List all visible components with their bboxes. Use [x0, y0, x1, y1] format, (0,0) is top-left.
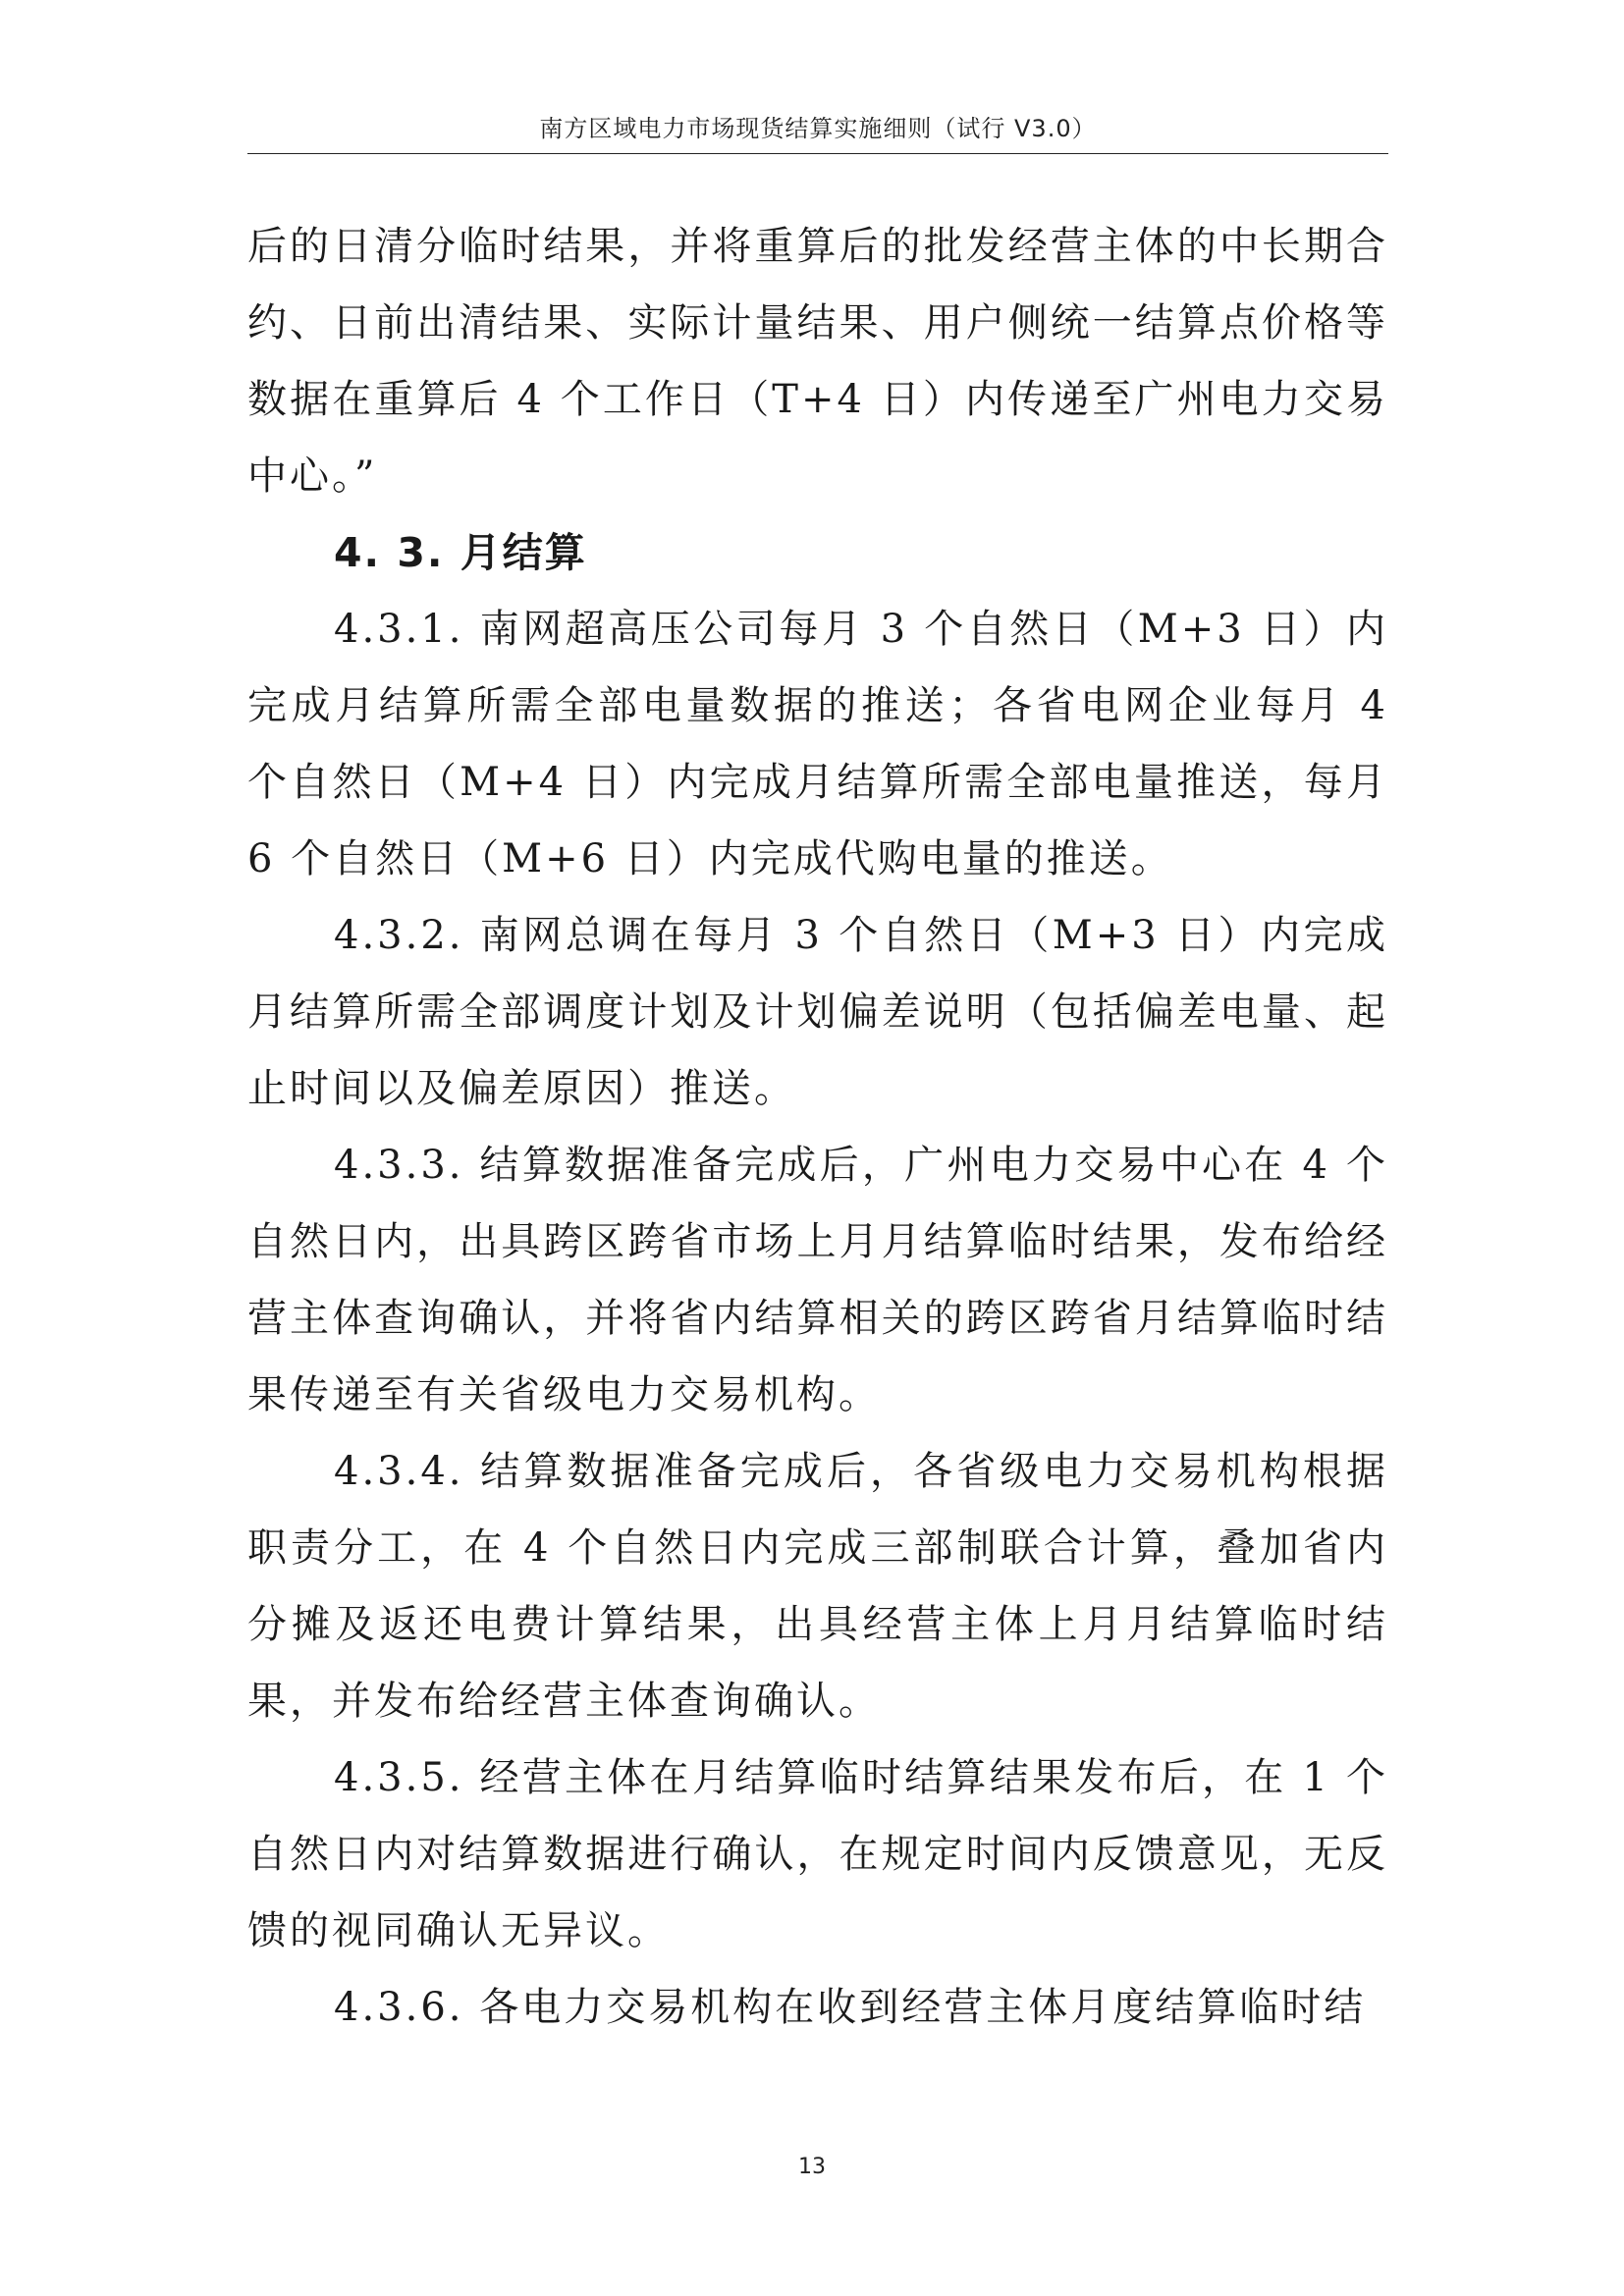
continuation-paragraph: 后的日清分临时结果，并将重算后的批发经营主体的中长期合约、日前出清结果、实际计量结果、用户侧统一结算点价格等数据在重算后 4 个工作日（T+4 日）内传递至广州电力交易中心。” — [247, 224, 1388, 499]
paragraph-4-3-3: 4.3.3. 结算数据准备完成后，广州电力交易中心在 4 个自然日内，出具跨区跨省市场上月月结算临时结果，发布给经营主体查询确认，并将省内结算相关的跨区跨省月结算临时结果传递至有关省级电力交易机构。 — [247, 1143, 1388, 1417]
header-divider — [247, 153, 1388, 154]
paragraph-4-3-6: 4.3.6. 各电力交易机构在收到经营主体月度结算临时结 — [334, 1985, 1367, 2030]
paragraph-4-3-2: 4.3.2. 南网总调在每月 3 个自然日（M+3 日）内完成月结算所需全部调度计划及计划偏差说明（包括偏差电量、起止时间以及偏差原因）推送。 — [247, 913, 1388, 1111]
page-number: 13 — [798, 2155, 826, 2179]
paragraph-4-3-1: 4.3.1. 南网超高压公司每月 3 个自然日（M+3 日）内完成月结算所需全部电量数据的推送；各省电网企业每月 4 个自然日（M+4 日）内完成月结算所需全部电量推送，每月 6 个自然日（M+6 日）内完成代购电量的推送。 — [247, 607, 1388, 881]
paragraph-4-3-4: 4.3.4. 结算数据准备完成后，各省级电力交易机构根据职责分工，在 4 个自然日内完成三部制联合计算，叠加省内分摊及返还电费计算结果，出具经营主体上月月结算临时结果，并发布给经营主体查询确认。 — [247, 1449, 1388, 1724]
page-header-title: 南方区域电力市场现货结算实施细则（试行 V3.0） — [539, 115, 1097, 142]
document-body — [247, 208, 1388, 2046]
section-heading-4-3: 4. 3. 月结算 — [334, 529, 587, 576]
paragraph-4-3-5: 4.3.5. 经营主体在月结算临时结算结果发布后，在 1 个自然日内对结算数据进行确认，在规定时间内反馈意见，无反馈的视同确认无异议。 — [247, 1755, 1388, 1953]
